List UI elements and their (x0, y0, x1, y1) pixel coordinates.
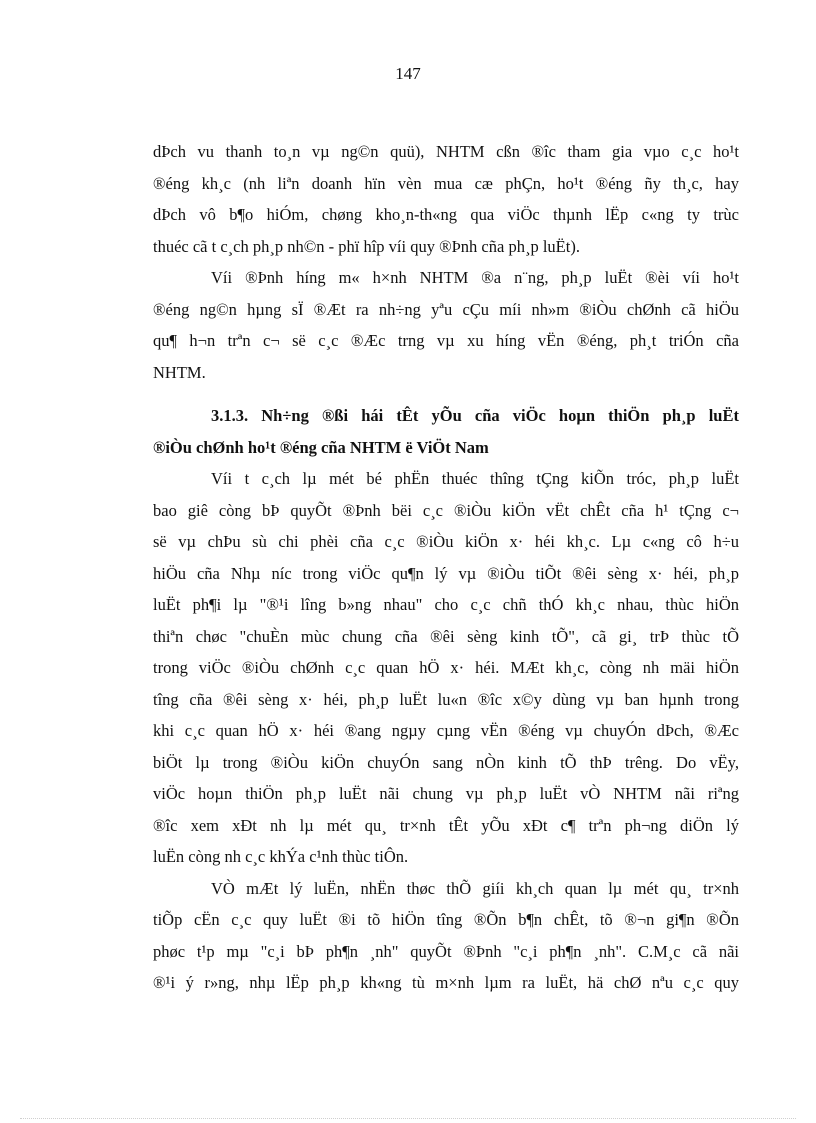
line-text: phøc t¹p mµ "c¸i bÞ ph¶n ¸nh" quyÕt ®Þnh "c¸i ph¶n ¸nh". C.M¸c cã nãi (153, 941, 739, 961)
text-line (153, 936, 739, 968)
text-line (153, 463, 739, 495)
text-line (153, 778, 739, 810)
text-line (153, 294, 739, 326)
page-number: 147 (395, 64, 421, 83)
heading-line (153, 400, 739, 432)
line-text: ®éng ng©n hµng sÏ ®Æt ra nh÷ng yªu cÇu míi nh»m ®iÒu chØnh cã hiÖu (153, 299, 739, 319)
line-text: bao giê còng bÞ quyÕt ®Þnh bëi c¸c ®iÒu kiÖn vËt chÊt cña h¹ tÇng c¬ (153, 500, 739, 520)
text-line (153, 873, 739, 905)
text-line (153, 325, 739, 357)
text-line (153, 199, 739, 231)
line-text: biÖt lµ trong ®iÒu kiÖn chuyÓn sang nÒn kinh tÕ thÞ trêng. Do vËy, (153, 752, 739, 772)
line-text: qu¶ h¬n trªn c¬ së c¸c ®Æc trng vµ xu híng vËn ®éng, ph¸t triÓn cña (153, 331, 739, 350)
line-text: luËn còng nh c¸c khÝa c¹nh thùc tiÔn. (153, 847, 409, 866)
line-text: thuéc cã t c¸ch ph¸p nh©n - phï hîp víi quy ®Þnh cña ph¸p luËt). (153, 236, 580, 256)
text-line (153, 589, 739, 621)
text-line (153, 231, 739, 263)
line-text: trong viÖc ®iÒu chØnh c¸c quan hÖ x· héi. MÆt kh¸c, còng nh mäi hiÖn (153, 658, 739, 677)
text-line (153, 904, 739, 936)
line-text: ®éng kh¸c (nh liªn doanh hïn vèn mua cæ phÇn, ho¹t ®éng ñy th¸c, hay (153, 173, 739, 193)
text-line (153, 747, 739, 779)
line-text: së vµ chÞu sù chi phèi cña c¸c ®iÒu kiÖn x· héi kh¸c. Lµ c«ng cô h÷u (153, 532, 739, 551)
line-text: ®¹i ý r»ng, nhµ lËp ph¸p kh«ng tù m×nh lµm ra luËt, hä chØ nªu c¸c quy (153, 973, 739, 992)
line-text: NHTM. (153, 362, 206, 382)
line-text: Víi t c¸ch lµ mét bé phËn thuéc thîng tÇng kiÕn tróc, ph¸p luËt (211, 469, 739, 488)
text-line (153, 495, 739, 527)
text-line (153, 168, 739, 200)
text-line (153, 684, 739, 716)
text-line (153, 357, 739, 389)
line-text: dÞch vu thanh to¸n vµ ng©n quü), NHTM cßn ®îc tham gia vµo c¸c ho¹t (153, 142, 739, 161)
text-line (153, 967, 739, 999)
line-text: viÖc hoµn thiÖn ph¸p luËt nãi chung vµ ph¸p luËt vÒ NHTM nãi riªng (153, 784, 739, 803)
text-line (153, 715, 739, 747)
line-text: ®îc xem xÐt nh lµ mét qu¸ tr×nh tÊt yÕu xÐt c¶ trªn ph¬ng diÖn lý (153, 815, 739, 835)
page-bottom-border (20, 1118, 796, 1119)
line-text: 3.1.3. Nh÷ng ®ßi hái tÊt yÕu cña viÖc hoµn thiÖn ph¸p luËt (211, 406, 739, 425)
line-text: khi c¸c quan hÖ x· héi ®ang ngµy cµng vËn ®éng vµ chuyÓn dÞch, ®Æc (153, 721, 739, 740)
text-line (153, 262, 739, 294)
text-line (153, 621, 739, 653)
heading-spacer (153, 388, 739, 400)
line-text: luËt ph¶i lµ "®¹i lîng b»ng nhau" cho c¸c chñ thÓ kh¸c nhau, thùc hiÖn (153, 595, 739, 614)
text-line (153, 526, 739, 558)
text-line (153, 136, 739, 168)
text-line (153, 652, 739, 684)
text-line (153, 841, 739, 873)
heading-line (153, 432, 739, 464)
text-line (153, 810, 739, 842)
body-text (153, 136, 739, 999)
line-text: dÞch vô b¶o hiÓm, chøng kho¸n-th«ng qua viÖc thµnh lËp c«ng ty trùc (153, 205, 739, 224)
line-text: ®iÒu chØnh ho¹t ®éng cña NHTM ë ViÖt Nam (153, 437, 489, 457)
line-text: tiÕp cËn c¸c quy luËt ®i tõ hiÖn tîng ®Õn b¶n chÊt, tõ ®¬n gi¶n ®Õn (153, 910, 739, 929)
line-text: tîng cña ®êi sèng x· héi, ph¸p luËt lu«n ®îc x©y dùng vµ ban hµnh trong (153, 689, 739, 709)
line-text: VÒ mÆt lý luËn, nhËn thøc thÕ giíi kh¸ch quan lµ mét qu¸ tr×nh (211, 878, 739, 898)
text-line (153, 558, 739, 590)
line-text: hiÖu cña Nhµ níc trong viÖc qu¶n lý vµ ®iÒu tiÕt ®êi sèng x· héi, ph¸p (153, 563, 739, 583)
line-text: Víi ®Þnh híng m« h×nh NHTM ®a n¨ng, ph¸p luËt ®èi víi ho¹t (211, 268, 739, 287)
line-text: thiªn chøc "chuÈn mùc chung cña ®êi sèng kinh tÕ", cã gi¸ trÞ thùc tÕ (153, 626, 739, 646)
